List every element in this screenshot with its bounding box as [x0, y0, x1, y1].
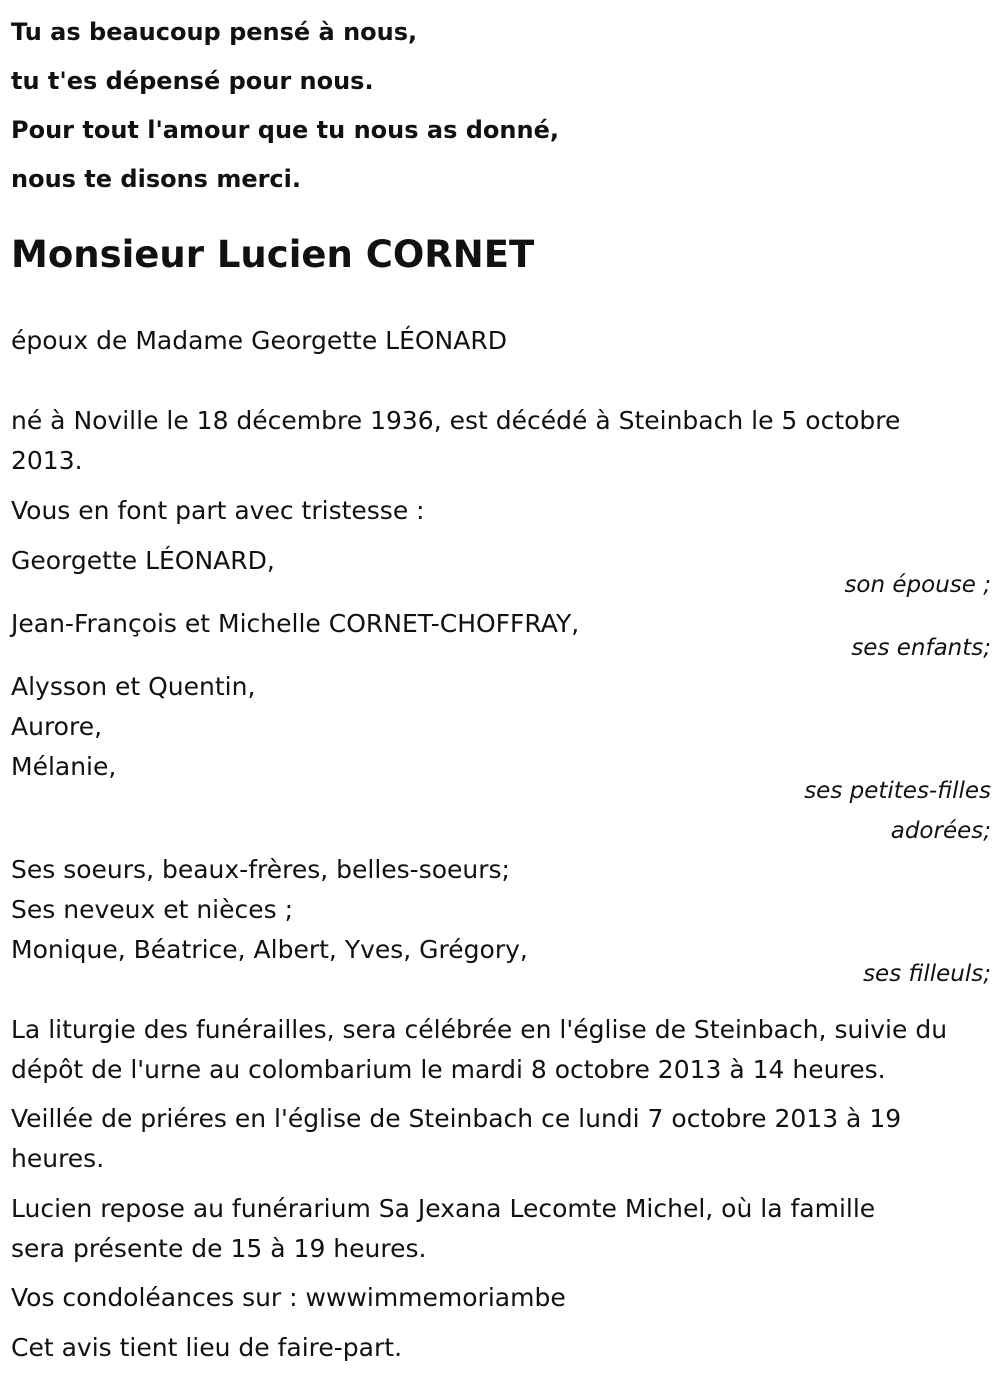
spouse-role: son épouse ;: [844, 572, 991, 598]
funeral-line-2: dépôt de l'urne au colombarium le mardi 8 octobre 2013 à 14 heures.: [11, 1055, 886, 1084]
grandchildren-role-line-1: ses petites-filles: [804, 778, 991, 804]
siblings-line: Ses soeurs, beaux-frères, belles-soeurs;: [11, 855, 510, 884]
spouse-line: époux de Madame Georgette LÉONARD: [11, 326, 507, 355]
spouse-name: Georgette LÉONARD,: [11, 546, 275, 575]
vigil-line-1: Veillée de priéres en l'église de Steinbach ce lundi 7 octobre 2013 à 19: [11, 1104, 902, 1133]
godchildren-role: ses filleuls;: [863, 961, 991, 987]
rest-line-1: Lucien repose au funérarium Sa Jexana Lecomte Michel, où la famille: [11, 1194, 876, 1223]
vigil-line-2: heures.: [11, 1144, 105, 1173]
funeral-line-1: La liturgie des funérailles, sera célébrée en l'église de Steinbach, suivie du: [11, 1015, 948, 1044]
poem-line-2: tu t'es dépensé pour nous.: [11, 67, 374, 95]
godchildren-names: Monique, Béatrice, Albert, Yves, Grégory,: [11, 935, 528, 964]
grandchildren-role-line-2: adorées;: [890, 818, 991, 844]
poem-line-3: Pour tout l'amour que tu nous as donné,: [11, 116, 559, 144]
condolences-line: Vos condoléances sur : wwwimmemoriambe: [11, 1283, 566, 1312]
grandchild-3: Mélanie,: [11, 752, 117, 781]
poem-line-1: Tu as beaucoup pensé à nous,: [11, 18, 418, 46]
birth-death-line-2: 2013.: [11, 446, 83, 475]
poem-line-4: nous te disons merci.: [11, 165, 302, 193]
birth-death-line-1: né à Noville le 18 décembre 1936, est décédé à Steinbach le 5 octobre: [11, 406, 901, 435]
grandchild-2: Aurore,: [11, 712, 103, 741]
opening-poem: [11, 8, 559, 204]
announcement-intro: Vous en font part avec tristesse :: [11, 496, 425, 525]
children-names: Jean-François et Michelle CORNET-CHOFFRAY,: [11, 609, 580, 638]
children-role: ses enfants;: [851, 635, 991, 661]
grandchild-1: Alysson et Quentin,: [11, 672, 256, 701]
closing-line: Cet avis tient lieu de faire-part.: [11, 1333, 403, 1362]
nephews-line: Ses neveux et nièces ;: [11, 895, 294, 924]
deceased-name: Monsieur Lucien CORNET: [11, 233, 535, 276]
rest-line-2: sera présente de 15 à 19 heures.: [11, 1234, 427, 1263]
